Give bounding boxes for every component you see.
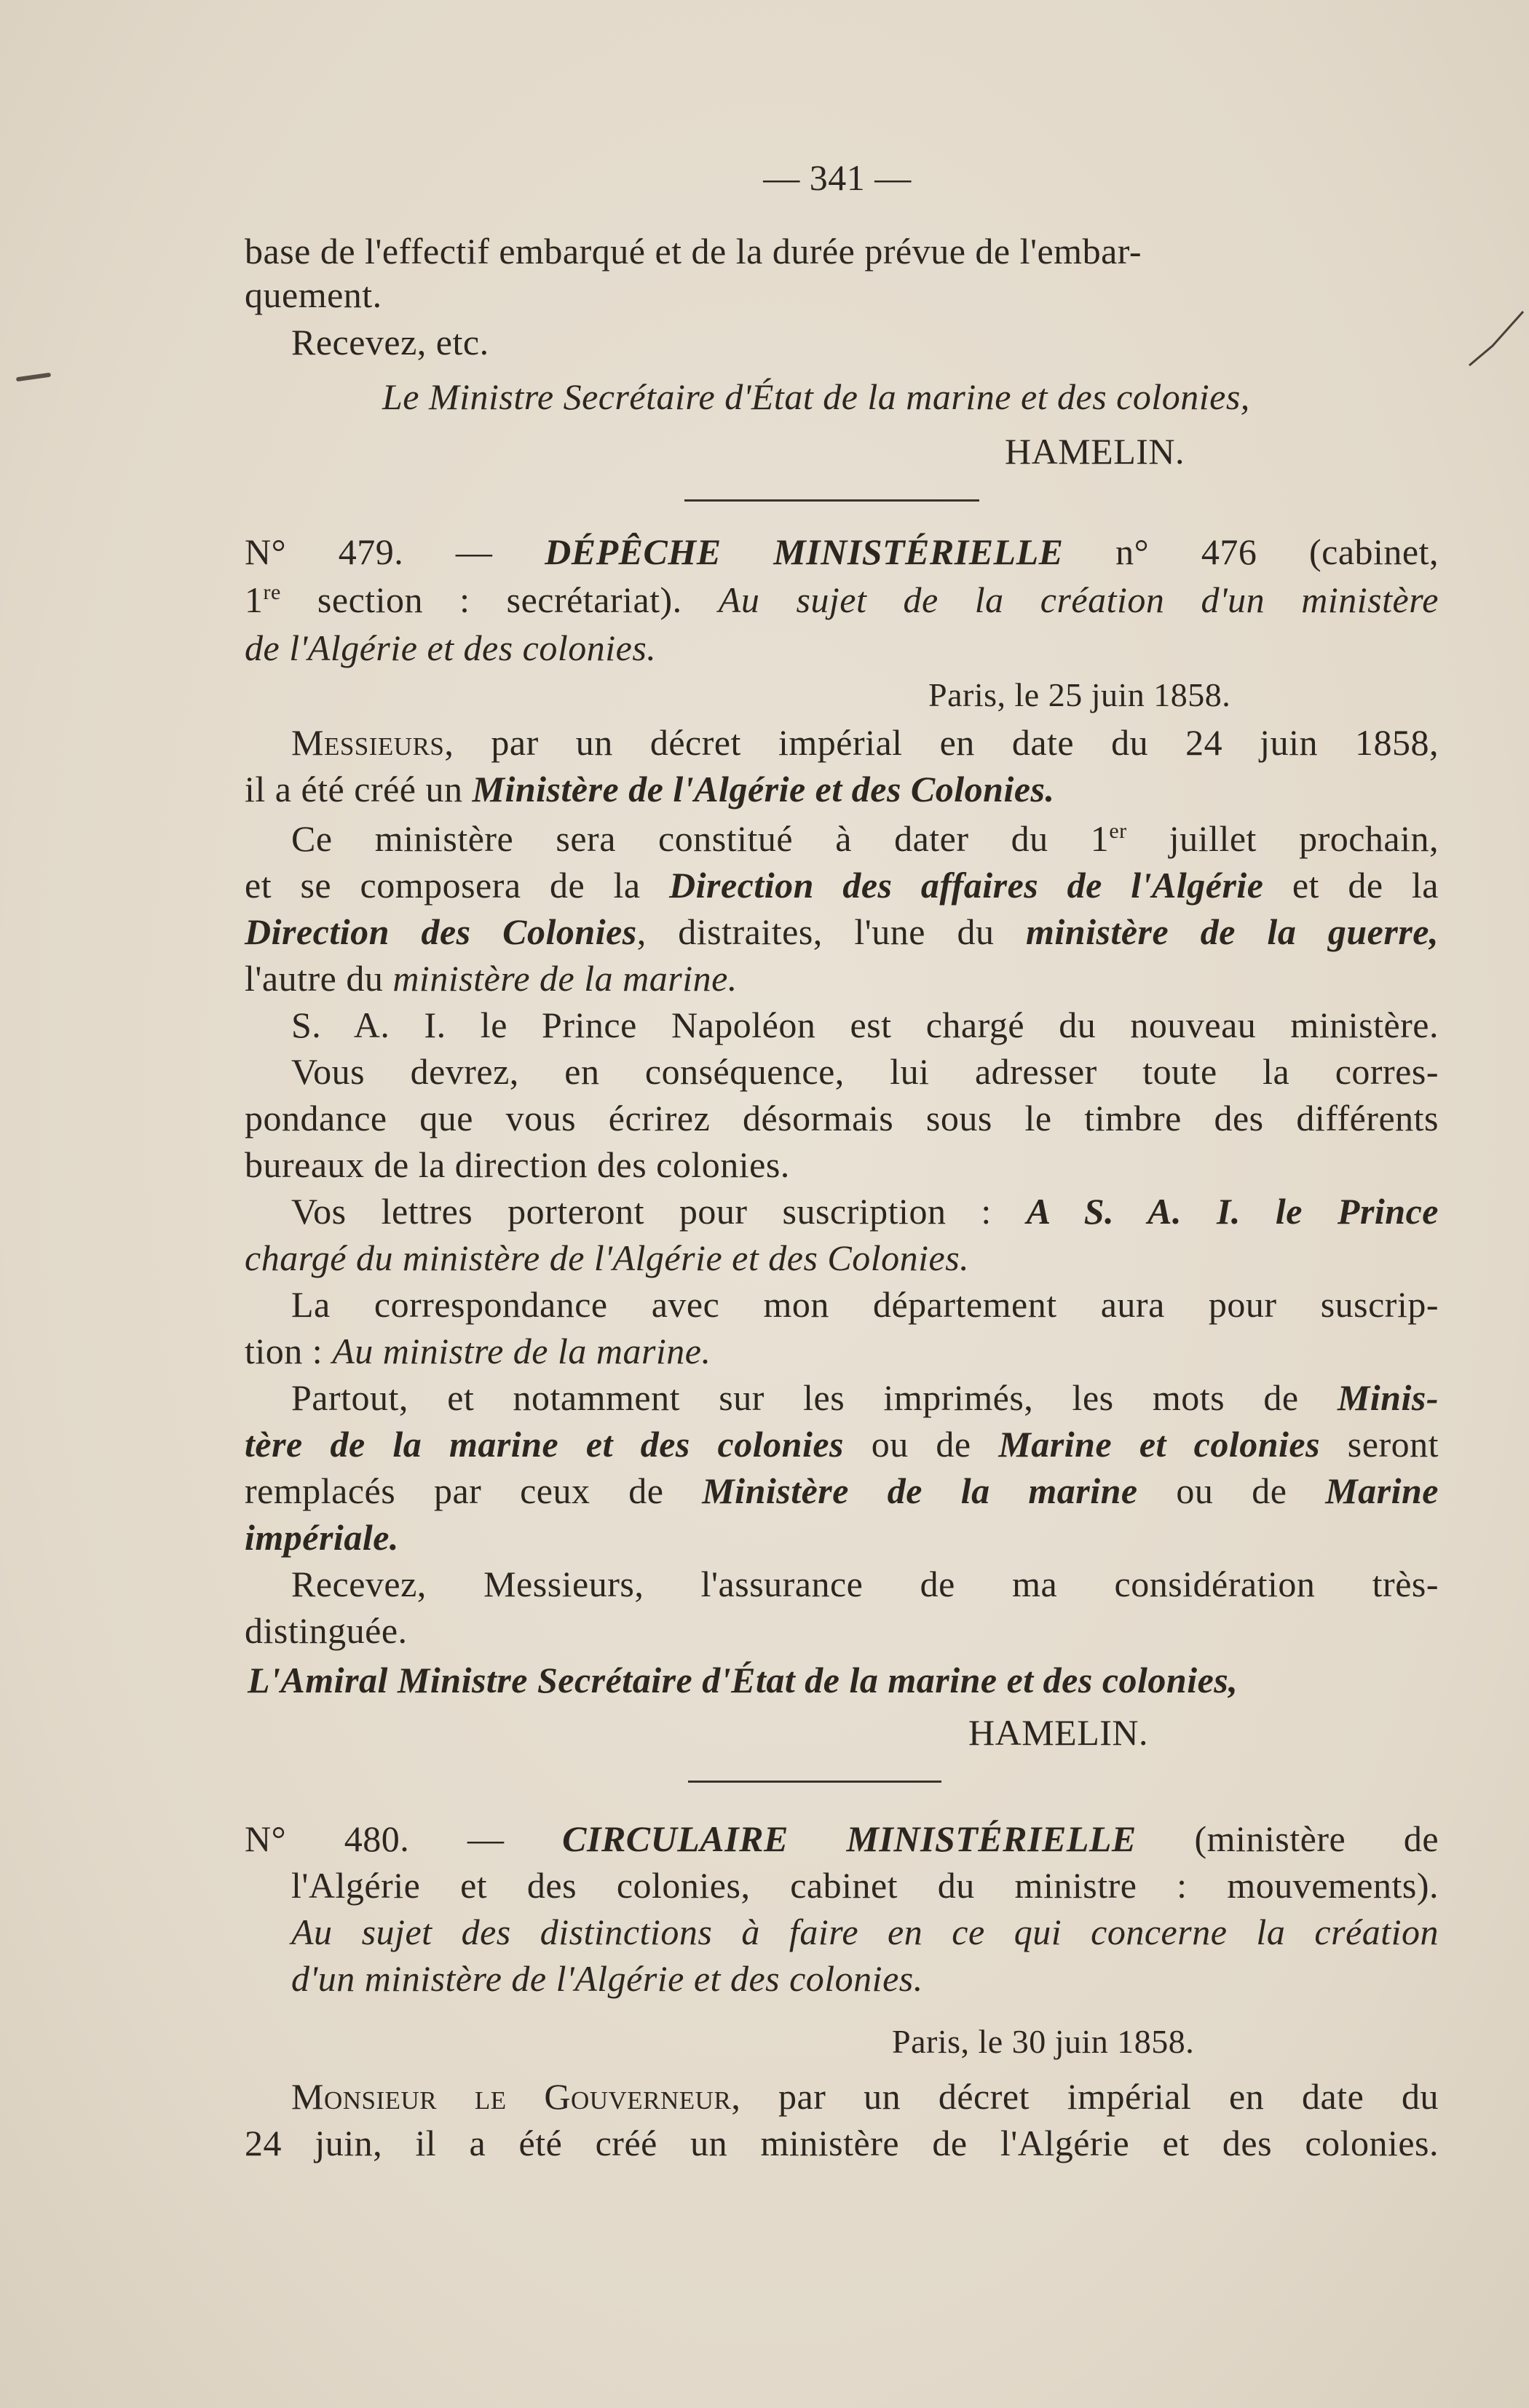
document-heading-cont: l'Algérie et des colonies, cabinet du ministre : mouvements). (291, 1865, 1439, 1906)
section-divider (688, 1781, 941, 1783)
document-number: N° 480. — (245, 1818, 505, 1859)
body-line: quement. (245, 274, 382, 315)
paragraph-line: remplacés par ceux de Ministère de la marine ou de Marine (245, 1470, 1439, 1511)
signature-name: HAMELIN. (1005, 431, 1185, 472)
paragraph-line: Direction des Colonies, distraites, l'une du ministère de la guerre, (245, 911, 1439, 952)
paragraph-line: 24 juin, il a été créé un ministère de l'Algérie et des colonies. (245, 2123, 1439, 2163)
document-reference: n° 476 (cabinet, (1115, 531, 1439, 572)
document-subject-cont: de l'Algérie et des colonies. (245, 627, 657, 668)
body-line: base de l'effectif embarqué et de la durée prévue de l'embar- (245, 231, 1142, 272)
document-subject: Au sujet des distinctions à faire en ce qui concerne la création (291, 1912, 1439, 1952)
paragraph-line: l'autre du ministère de la marine. (245, 958, 738, 999)
paragraph-line: pondance que vous écrirez désormais sous le timbre des différents (245, 1098, 1439, 1138)
paragraph-line: Vos lettres porteront pour suscription : A S. A. I. le Prince (291, 1191, 1439, 1232)
paragraph-line: tère de la marine et des colonies ou de Marine et colonies seront (245, 1424, 1439, 1465)
document-subject-cont: d'un ministère de l'Algérie et des colonies. (291, 1958, 923, 1999)
document-heading-cont: 1re section : secrétariat). Au sujet de la création d'un ministère (245, 579, 1439, 620)
section-divider (684, 499, 979, 502)
paragraph-line: Monsieur le Gouverneur, par un décret impérial en date du (291, 2076, 1439, 2117)
dateline: Paris, le 30 juin 1858. (892, 2023, 1195, 2060)
paragraph-line: chargé du ministère de l'Algérie et des Colonies. (245, 1237, 970, 1278)
margin-ink-mark (16, 373, 51, 382)
document-type: CIRCULAIRE MINISTÉRIELLE (562, 1818, 1137, 1859)
paragraph-line: S. A. I. le Prince Napoléon est chargé du nouveau ministère. (291, 1005, 1439, 1045)
document-reference: (ministère de (1194, 1818, 1439, 1859)
document-number: N° 479. — (245, 531, 493, 572)
signature-title: Le Ministre Secrétaire d'État de la marine et des colonies, (382, 376, 1250, 417)
paragraph-line: Recevez, Messieurs, l'assurance de ma considération très- (291, 1564, 1439, 1604)
paragraph-line: et se composera de la Direction des affaires de l'Algérie et de la (245, 865, 1439, 906)
paragraph-line: distinguée. (245, 1610, 408, 1651)
closing-formula: Recevez, etc. (291, 322, 489, 363)
document-heading (245, 1817, 1439, 1861)
dateline: Paris, le 25 juin 1858. (928, 676, 1231, 713)
paragraph-line: La correspondance avec mon département aura pour suscrip- (291, 1284, 1439, 1325)
paragraph-line: impériale. (245, 1517, 399, 1558)
paragraph-line: Partout, et notamment sur les imprimés, les mots de Minis- (291, 1377, 1439, 1418)
signature-name: HAMELIN. (968, 1712, 1149, 1753)
paragraph-line: Messieurs, par un décret impérial en date du 24 juin 1858, (291, 722, 1439, 763)
paragraph-line: Vous devrez, en conséquence, lui adresser toute la corres- (291, 1051, 1439, 1092)
document-heading (245, 530, 1439, 574)
paragraph-line: il a été créé un Ministère de l'Algérie et des Colonies. (245, 769, 1055, 809)
paragraph-line: Ce ministère sera constitué à dater du 1er juillet prochain, (291, 818, 1439, 859)
signature-title: L'Amiral Ministre Secrétaire d'État de la marine et des colonies, (248, 1660, 1238, 1700)
document-type: DÉPÊCHE MINISTÉRIELLE (545, 531, 1064, 572)
pencil-tick-mark (1463, 306, 1529, 371)
document-subject: Au sujet de la création d'un ministère (718, 579, 1439, 620)
paragraph-line: bureaux de la direction des colonies. (245, 1144, 790, 1185)
paragraph-line: tion : Au ministre de la marine. (245, 1331, 711, 1371)
page-number: — 341 — (763, 157, 912, 198)
